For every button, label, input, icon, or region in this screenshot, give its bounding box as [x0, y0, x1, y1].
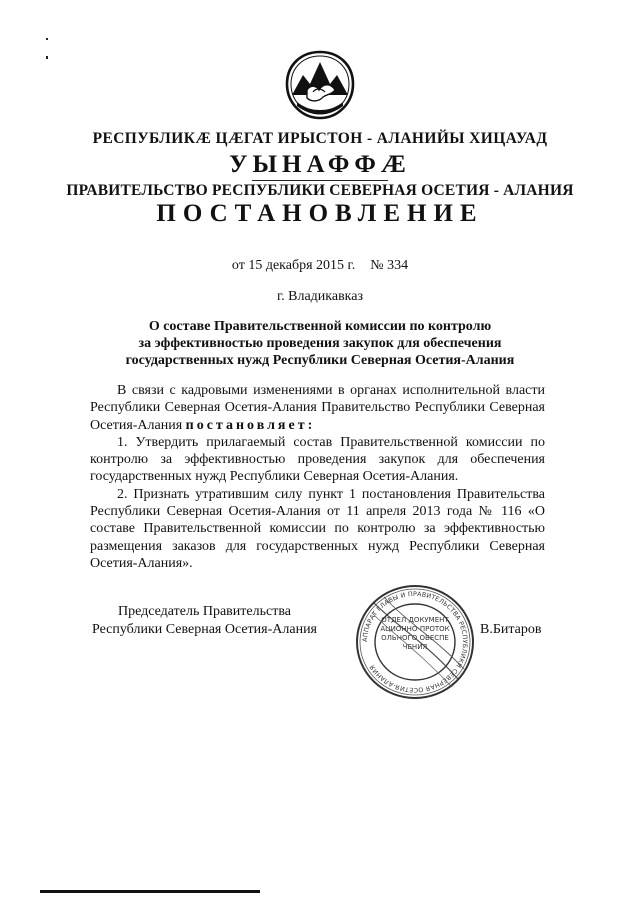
- document-date: 15 декабря 2015 г.: [248, 258, 356, 273]
- document-body: [90, 382, 545, 572]
- header-divider: [252, 180, 388, 181]
- item-1: 1. Утвердить прилагаемый состав Правительственной комиссии по контролю за эффективностью проведения закупок для обеспечения государственных нужд Республики Северная Осетия-Алания.: [90, 434, 545, 485]
- intro-paragraph: [90, 382, 545, 434]
- stamp-ring-text: АППАРАТ ГЛАВЫ И ПРАВИТЕЛЬСТВА РЕСПУБЛИКИ СЕВЕРНАЯ ОСЕТИЯ-АЛАНИЯ: [361, 590, 469, 694]
- official-seal-stamp: [354, 583, 476, 701]
- title-line: за эффективностью проведения закупок для обеспечения: [138, 336, 502, 351]
- position-line: Республики Северная Осетия-Алания: [92, 621, 317, 637]
- stamp-inner-text: ОТДЕЛ ДОКУМЕНТАЦИОННО-ПРОТОКОЛЬНОГО ОБЕСПЕЧЕНИЯ: [380, 616, 450, 651]
- scan-speck: [46, 38, 48, 40]
- date-line: [0, 258, 640, 274]
- document-city: г. Владикавказ: [276, 289, 364, 304]
- ossetian-doc-type: УЫНАФФӔ: [229, 151, 411, 178]
- document-number: № 334: [370, 258, 409, 273]
- coat-of-arms-emblem: [283, 50, 357, 120]
- document-title: [0, 318, 640, 369]
- signer-name: В.Битаров: [480, 622, 542, 637]
- russian-doc-type: ПОСТАНОВЛЕНИЕ: [156, 200, 484, 227]
- signatory-position: [92, 603, 317, 638]
- scan-speck: [46, 56, 48, 59]
- title-line: государственных нужд Республики Северная Осетия-Алания: [125, 353, 515, 368]
- decree-word: постановляет:: [185, 417, 316, 433]
- item-2: 2. Признать утратившим силу пункт 1 постановления Правительства Республики Северная Осетия-Алания от 11 апреля 2013 года № 116 «О составе Правительственной комиссии по контролю за эффективностью размещения заказов для государственных нужд Республики Северная Осетия-Алания».: [90, 486, 545, 571]
- page-bottom-rule: [40, 890, 260, 893]
- ossetian-authority-heading: РЕСПУБЛИКӔ ЦӔГАТ ИРЫСТОН - АЛАНИЙЫ ХИЦАУАД: [92, 130, 548, 147]
- date-prefix: от: [231, 258, 245, 273]
- russian-authority-heading: ПРАВИТЕЛЬСТВО РЕСПУБЛИКИ СЕВЕРНАЯ ОСЕТИЯ - АЛАНИЯ: [66, 182, 574, 199]
- intro-text: В связи с кадровыми изменениями в органах исполнительной власти Республики Северная Осетия-Алания Правительство Республики Северная Осетия-Алания: [90, 383, 545, 433]
- title-line: О составе Правительственной комиссии по контролю: [148, 319, 492, 334]
- position-line: Председатель Правительства: [118, 604, 291, 619]
